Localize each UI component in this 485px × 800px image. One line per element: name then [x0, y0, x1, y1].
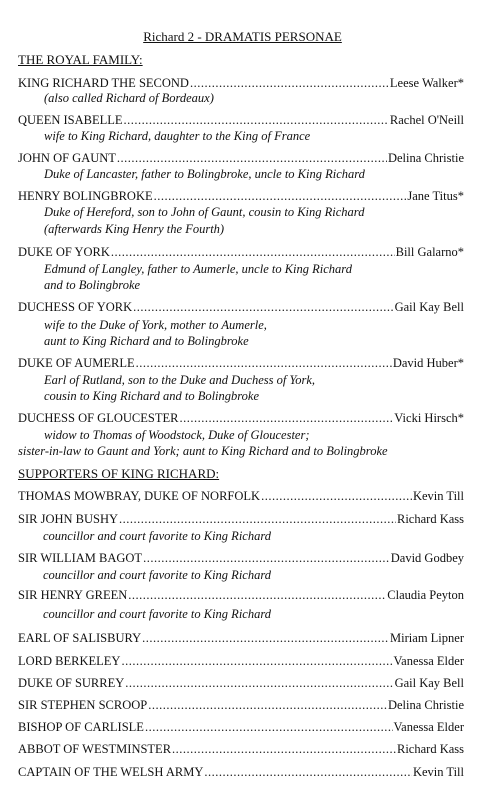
leader-dots — [121, 654, 392, 669]
role-name: BISHOP OF CARLISLE — [18, 720, 144, 734]
role-name: CAPTAIN OF THE WELSH ARMY — [18, 765, 204, 779]
leader-dots — [261, 489, 412, 504]
actor-name: Jane Titus* — [407, 189, 464, 203]
cast-row — [18, 411, 464, 426]
role-name: HENRY BOLINGBROKE — [18, 189, 153, 203]
actor-name: Vicki Hirsch* — [394, 411, 464, 425]
cast-row — [18, 631, 464, 646]
actor-name: Gail Kay Bell — [394, 676, 464, 690]
role-description: (afterwards King Henry the Fourth) — [44, 222, 225, 236]
role-description: widow to Thomas of Woodstock, Duke of Gloucester; — [44, 428, 310, 442]
actor-name: David Huber* — [392, 356, 464, 370]
actor-name: Richard Kass — [397, 512, 464, 526]
cast-row — [18, 676, 464, 691]
actor-name: David Godbey — [390, 551, 464, 565]
role-description: cousin to King Richard and to Bolingbroke — [44, 389, 260, 403]
role-description: (also called Richard of Bordeaux) — [44, 91, 214, 105]
actor-name: Kevin Till — [412, 489, 464, 503]
role-description: councillor and court favorite to King Richard — [43, 529, 271, 543]
cast-row — [18, 489, 464, 504]
leader-dots — [148, 698, 387, 713]
role-description: Duke of Lancaster, father to Bolingbroke, uncle to King Richard — [44, 167, 365, 181]
role-name: DUKE OF YORK — [18, 245, 110, 259]
cast-row — [18, 512, 464, 527]
cast-row — [18, 113, 464, 128]
cast-row — [18, 300, 464, 315]
role-name: DUKE OF SURREY — [18, 676, 125, 690]
leader-dots — [145, 720, 393, 735]
cast-row — [18, 654, 464, 669]
cast-row — [18, 356, 464, 371]
actor-name: Vanessa Elder — [393, 654, 464, 668]
actor-name: Miriam Lipner — [390, 631, 464, 645]
role-description: councillor and court favorite to King Richard — [43, 568, 271, 582]
leader-dots — [117, 151, 387, 166]
cast-row — [18, 189, 464, 204]
leader-dots — [133, 300, 393, 315]
actor-name: Kevin Till — [412, 765, 464, 779]
role-name: THOMAS MOWBRAY, DUKE OF NORFOLK — [18, 489, 261, 503]
leader-dots — [143, 551, 390, 566]
cast-row — [18, 588, 464, 603]
actor-name: Gail Kay Bell — [394, 300, 464, 314]
cast-row — [18, 76, 464, 91]
leader-dots — [136, 356, 392, 371]
actor-name: Delina Christie — [387, 698, 464, 712]
role-description: Edmund of Langley, father to Aumerle, uncle to King Richard — [44, 262, 352, 276]
role-name: ABBOT OF WESTMINSTER — [18, 742, 172, 756]
role-description: Earl of Rutland, son to the Duke and Duchess of York, — [44, 373, 316, 387]
role-name: DUKE OF AUMERLE — [18, 356, 135, 370]
role-name: LORD BERKELEY — [18, 654, 121, 668]
actor-name: Claudia Peyton — [387, 588, 464, 602]
cast-row — [18, 151, 464, 166]
role-name: EARL OF SALISBURY — [18, 631, 142, 645]
leader-dots — [119, 512, 396, 527]
role-description: wife to the Duke of York, mother to Aumerle, — [44, 318, 267, 332]
role-name: DUCHESS OF GLOUCESTER — [18, 411, 179, 425]
leader-dots — [142, 631, 389, 646]
section-heading-royal-family: THE ROYAL FAMILY: — [18, 52, 143, 67]
role-description: Duke of Hereford, son to John of Gaunt, cousin to King Richard — [44, 205, 365, 219]
page-title: Richard 2 - DRAMATIS PERSONAE — [143, 29, 342, 44]
section-heading-supporters: SUPPORTERS OF KING RICHARD: — [18, 466, 220, 481]
cast-row — [18, 551, 464, 566]
leader-dots — [172, 742, 396, 757]
cast-row — [18, 720, 464, 735]
role-description: and to Bolingbroke — [44, 278, 141, 292]
actor-name: Vanessa Elder — [393, 720, 464, 734]
role-description: councillor and court favorite to King Richard — [43, 607, 271, 621]
role-name: JOHN OF GAUNT — [18, 151, 116, 165]
leader-dots — [179, 411, 393, 426]
leader-dots — [154, 189, 407, 204]
cast-row — [18, 245, 464, 260]
role-name: SIR WILLIAM BAGOT — [18, 551, 143, 565]
actor-name: Delina Christie — [387, 151, 464, 165]
role-name: SIR STEPHEN SCROOP — [18, 698, 148, 712]
actor-name: Bill Galarno* — [395, 245, 464, 259]
actor-name: Leese Walker* — [389, 76, 464, 90]
leader-dots — [111, 245, 395, 260]
role-description: aunt to King Richard and to Bolingbroke — [44, 334, 249, 348]
leader-dots — [128, 588, 386, 603]
actor-name: Richard Kass — [397, 742, 464, 756]
role-name: QUEEN ISABELLE — [18, 113, 123, 127]
role-name: SIR HENRY GREEN — [18, 588, 128, 602]
leader-dots — [125, 676, 393, 691]
role-description: wife to King Richard, daughter to the King of France — [44, 129, 311, 143]
role-name: DUCHESS OF YORK — [18, 300, 133, 314]
leader-dots — [204, 765, 412, 780]
leader-dots — [124, 113, 389, 128]
cast-row — [18, 742, 464, 757]
leader-dots — [190, 76, 389, 91]
cast-row — [18, 765, 464, 780]
role-description: sister-in-law to Gaunt and York; aunt to King Richard and to Bolingbroke — [18, 444, 388, 458]
cast-row — [18, 698, 464, 713]
role-name: KING RICHARD THE SECOND — [18, 76, 189, 90]
actor-name: Rachel O'Neill — [389, 113, 464, 127]
role-name: SIR JOHN BUSHY — [18, 512, 119, 526]
